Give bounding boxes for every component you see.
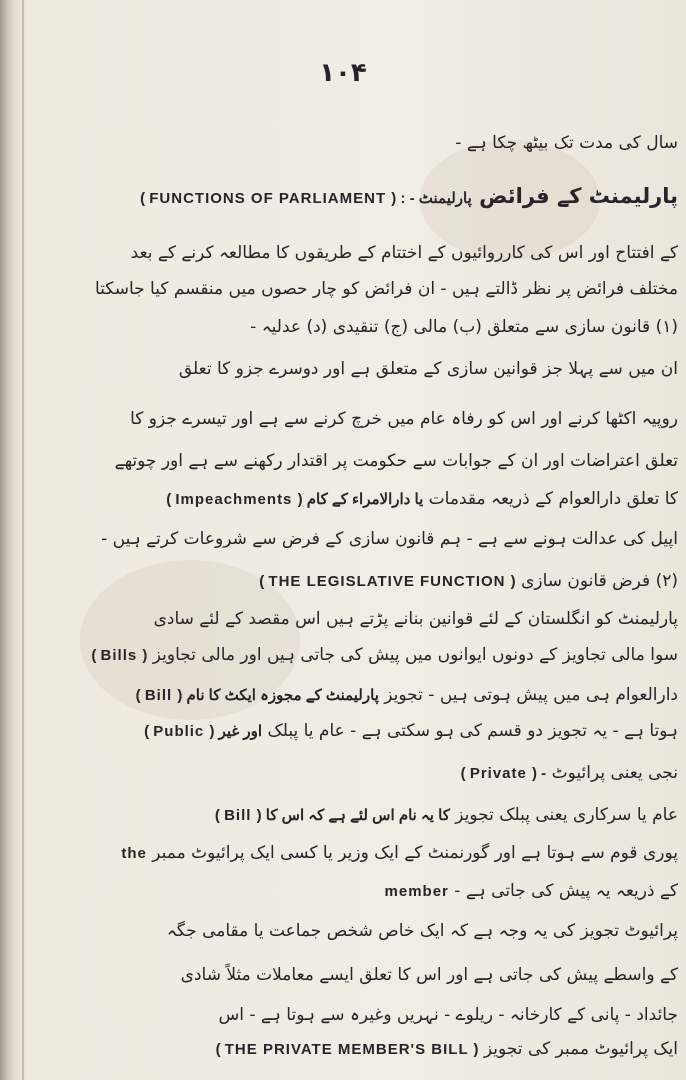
latin-term: ( Private ) - — [460, 765, 547, 782]
urdu-text: پارلیمنٹ کے فرائض — [479, 184, 678, 208]
urdu-text: (۲) فرض قانون سازی — [521, 571, 678, 591]
text-line — [0, 312, 686, 342]
latin-term: ( THE PRIVATE MEMBER'S BILL ) — [215, 1041, 479, 1058]
section-heading-line — [0, 178, 686, 217]
text-line — [0, 876, 686, 907]
latin-term: ( Impeachments ) یا دارالامراء کے کام — [166, 491, 424, 508]
page-number: ۱۰۴ — [319, 58, 367, 88]
urdu-text: پارلیمنٹ کو انگلستان کے لئے قوانین بنانے پڑتے ہیں اس مقصد کے لئے سادی — [153, 609, 678, 629]
urdu-text: مختلف فرائض پر نظر ڈالتے ہیں - ان فرائض کو چار حصوں میں منقسم کیا جاسکتا — [95, 279, 678, 299]
latin-term: member — [384, 883, 449, 900]
urdu-text: پوری قوم سے ہوتا ہے اور گورنمنٹ کے ایک وزیر یا کسی ایک پرائیوٹ ممبر — [152, 843, 678, 863]
urdu-text: نجی یعنی پرائیوٹ — [551, 763, 678, 783]
text-line — [0, 404, 686, 434]
latin-term: ( THE LEGISLATIVE FUNCTION ) — [259, 573, 516, 590]
latin-term: ( FUNCTIONS OF PARLIAMENT ) : - پارلیمنٹ — [140, 190, 472, 207]
urdu-text: روپیہ اکٹھا کرنے اور اس کو رفاہ عام میں خرچ کرنے سے ہے اور تیسرے جزو کا — [130, 409, 678, 429]
latin-term: ( Bills ) — [91, 647, 148, 664]
urdu-text: ان میں سے پہلا جز قوانین سازی کے متعلق ہے اور دوسرے جزو کا تعلق — [178, 359, 678, 379]
text-line — [0, 354, 686, 384]
text-line — [0, 758, 686, 789]
text-line — [0, 960, 686, 990]
text-line — [0, 446, 686, 476]
text-line — [0, 238, 686, 268]
urdu-text: اپیل کی عدالت ہونے سے ہے - ہم قانون سازی کے فرض سے شروعات کرتے ہیں - — [101, 529, 678, 549]
urdu-text: دارالعوام ہی میں پیش ہوتی ہیں - تجویز — [384, 685, 678, 705]
text-line — [0, 604, 686, 634]
text-line — [0, 680, 686, 711]
text-line — [0, 524, 686, 554]
urdu-text: عام یا سرکاری یعنی پبلک تجویز — [455, 805, 678, 825]
latin-term: ( Bill ) پارلیمنٹ کے مجوزہ ایکٹ کا نام — [135, 687, 379, 704]
latin-term: ( Public ) اور غیر — [144, 723, 263, 740]
urdu-text: کے ذریعہ یہ پیش کی جاتی ہے - — [454, 881, 678, 901]
urdu-text: کے افتتاح اور اس کی کارروائیوں کے اختتام کے طریقوں کا مطالعہ کرنے کے بعد — [130, 243, 678, 263]
latin-term: ( Bill ) کا یہ نام اس لئے ہے کہ اس کا — [214, 807, 450, 824]
text-line — [0, 640, 686, 671]
text-line — [0, 274, 686, 304]
urdu-text: سوا مالی تجاویز کے دونوں ایوانوں میں پیش کی جاتی ہیں اور مالی تجاویز — [152, 645, 678, 665]
text-line — [0, 484, 686, 515]
urdu-text: (۱) قانون سازی سے متعلق (ب) مالی (ج) تنقیدی (د) عدلیہ - — [250, 317, 678, 337]
text-line — [0, 1000, 686, 1030]
urdu-text: سال کی مدت تک بیٹھ چکا ہے - — [455, 133, 678, 153]
text-line — [0, 800, 686, 831]
text-line — [0, 716, 686, 747]
urdu-text: جائداد - پانی کے کارخانہ - ریلوے - نہریں وغیرہ سے ہوتا ہے - اس — [218, 1005, 678, 1025]
text-line — [0, 838, 686, 869]
urdu-text: کا تعلق دارالعوام کے ذریعہ مقدمات — [428, 489, 678, 509]
urdu-text: ہوتا ہے - یہ تجویز دو قسم کی ہو سکتی ہے - عام یا پبلک — [267, 721, 678, 741]
text-line — [0, 128, 686, 158]
urdu-text: کے واسطے پیش کی جاتی ہے اور اس کا تعلق ایسے معاملات مثلاً شادی — [180, 965, 678, 985]
urdu-text: پرائیوٹ تجویز کی یہ وجہ ہے کہ ایک خاص شخص جماعت یا مقامی جگہ — [166, 921, 678, 941]
text-line — [0, 566, 686, 597]
urdu-text: تعلق اعتراضات اور ان کے جوابات سے حکومت پر اقتدار رکھنے سے ہے اور چوتھے — [114, 451, 678, 471]
text-line — [0, 1034, 686, 1065]
latin-term: the — [121, 845, 147, 862]
text-line — [0, 916, 686, 946]
urdu-text: ایک پرائیوٹ ممبر کی تجویز — [483, 1039, 678, 1059]
